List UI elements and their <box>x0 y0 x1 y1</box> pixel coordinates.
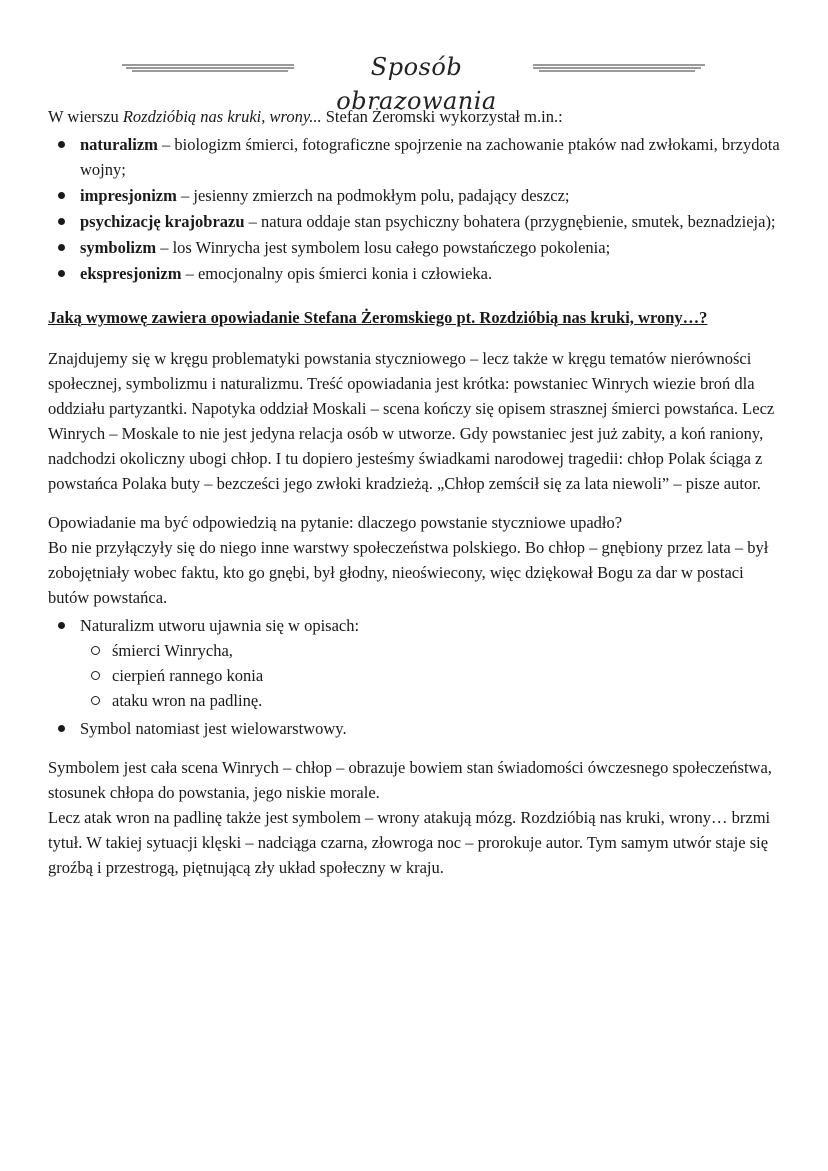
technique-term: naturalizm <box>80 135 158 154</box>
paragraph-answer <box>48 510 788 610</box>
intro-suffix: Stefan Żeromski wykorzystał m.in.: <box>321 107 563 126</box>
technique-term: ekspresjonizm <box>80 264 182 283</box>
intro-sentence <box>48 104 788 129</box>
technique-desc: – emocjonalny opis śmierci konia i człowieka. <box>181 264 493 283</box>
paragraph-symbolism-line1: Symbolem jest cała scena Winrych – chłop – obrazuje bowiem stan świadomości ówczesnego społeczeństwa, stosunek chłopa do powstania, jego niskie morale. <box>48 758 772 802</box>
page-title: Sposób obrazowania <box>336 53 497 115</box>
sublist-item: cierpień rannego konia <box>80 663 788 688</box>
list-item <box>48 183 788 208</box>
list-item <box>48 132 788 182</box>
paragraph-symbolism <box>48 755 788 880</box>
technique-term: symbolizm <box>80 238 157 257</box>
list-item <box>48 209 788 234</box>
naturalism-list <box>48 613 788 713</box>
title-rule-left <box>122 60 294 76</box>
list-item <box>48 261 788 286</box>
technique-term: impresjonizm <box>80 186 177 205</box>
sublist-item: śmierci Winrycha, <box>80 638 788 663</box>
document-body <box>48 104 788 880</box>
question-heading: Jaką wymowę zawiera opowiadanie Stefana Żeromskiego pt. Rozdzióbią nas kruki, wrony…? <box>48 308 708 327</box>
technique-desc: – natura oddaje stan psychiczny bohatera (przygnębienie, smutek, beznadzieja); <box>244 212 776 231</box>
intro-prefix: W wierszu <box>48 107 123 126</box>
technique-term: psychizację krajobrazu <box>80 212 245 231</box>
paragraph-answer-line1: Opowiadanie ma być odpowiedzią na pytanie: dlaczego powstanie styczniowe upadło? <box>48 513 623 532</box>
naturalism-item-label: Naturalizm utworu ujawnia się w opisach: <box>80 616 360 635</box>
technique-desc: – los Winrycha jest symbolem losu całego powstańczego pokolenia; <box>156 238 611 257</box>
technique-desc: – biologizm śmierci, fotograficzne spojrzenie na zachowanie ptaków nad zwłokami, brzydota wojny; <box>80 135 780 179</box>
list-item <box>48 613 788 713</box>
techniques-list <box>48 132 788 286</box>
title-rule-right <box>533 60 705 76</box>
list-item <box>48 235 788 260</box>
title-row <box>0 50 828 115</box>
sublist-item: ataku wron na padlinę. <box>80 688 788 713</box>
technique-desc: – jesienny zmierzch na podmokłym polu, padający deszcz; <box>176 186 570 205</box>
list-item: Symbol natomiast jest wielowarstwowy. <box>48 716 788 741</box>
paragraph-symbolism-line2: Lecz atak wron na padlinę także jest symbolem – wrony atakują mózg. Rozdzióbią nas kruki, wrony… brzmi tytuł. W takiej sytuacji klęski – nadciąga czarna, złowroga noc – prorokuje autor. Tym samym utwór staje się groźbą i przestrogą, piętnującą zły układ społeczny w kraju. <box>48 808 771 877</box>
paragraph-summary: Znajdujemy się w kręgu problematyki powstania styczniowego – lecz także w kręgu tematów nierówności społecznej, symbolizmu i naturalizmu. Treść opowiadania jest krótka: powstaniec Winrych wiezie broń dla oddziału partyzantki. Napotyka oddział Moskali – scena kończy się opisem strasznej śmierci powstańca. Lecz Winrych – Moskale to nie jest jedyna relacja osób w utworze. Gdy powstaniec jest już zabity, a koń raniony, nadchodzi okoliczny ubogi chłop. I tu dopiero jesteśmy świadkami narodowej tragedii: chłop Polak ściąga z powstańca Polaka buty – bezcześci jego zwłoki kradzieżą. „Chłop zemścił się za lata niewoli” – pisze autor. <box>48 349 775 493</box>
paragraph-answer-line2: Bo nie przyłączyły się do niego inne warstwy społeczeństwa polskiego. Bo chłop – gnębiony przez lata – był zobojętniały wobec faktu, kto go gnębi, był głodny, nieoświecony, więc dziękował Bogu za dar w postaci butów powstańca. <box>48 538 769 607</box>
naturalism-sublist <box>80 638 788 713</box>
symbol-list <box>48 716 788 741</box>
intro-work-title: Rozdzióbią nas kruki, wrony... <box>122 107 322 126</box>
